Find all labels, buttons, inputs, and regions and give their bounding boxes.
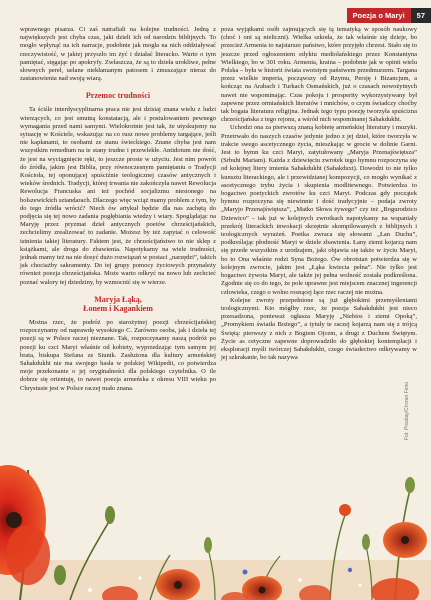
paragraph-teologia: Kolejne zwroty przepełnione są już głębokimi przemyśleniami teologicznymi. Kto mógłby rzec, że poezja Sahakdukht jest nieco przesadzona, ponieważ ogłasza Maryję „Niebios i ziemi Opoką”, „Promykiem światła Bożego”, a tytuły te raczej kojarzą nam się z trójcą Świętą: pierwszy z nich z Bogiem Ojcem, a drugi z Duchem Świętym. Życie as cetyczne zapewne doprowadziło do głębokiej kontemplacji i eksploracji myśli twórczej Sahakdukht, czego świadectwo odkrywamy w jej szkrakanie, bo tak nazywa (221, 296, 417, 362)
page-number: 57 (411, 8, 431, 23)
subheading-line-1: Maryja Łąką, (94, 294, 142, 304)
section-label: Poezja o Maryi (347, 8, 411, 23)
page-header (347, 8, 431, 23)
left-column (20, 26, 216, 393)
subheading-line-2: Łonem i Kagankiem (83, 303, 153, 313)
paragraph-podroz: Można rzec, że podróż po starożytnej poezji chrześcijańskiej rozpoczynamy od naprawdę wysokiego C. Zarówno osoba, jak i dzieła tej poezji są w Polsce raczej nieznane. Tak, rozpoczynamy naszą podróż po poezji ku czci Maryi właśnie od kobiety, wyprzedzając tym samym jej brata, biskupa Stefana ze Siunik. Zasłużona dla kultury armeńskiej Sahakdukht nie ma swojego hasła w polskiej Wikipedii, co potwierdza moje przekonanie o jej oryginalności dla polskiego czytelnika. O ile dobrze się orientuję, to nawet poezja armeńska z okresu VIII wieku po Chrystusie jest w Polsce raczej mało znana. (20, 318, 216, 392)
paragraph-sahakdukht: Uchodzi ona za pierwszą znaną kobietę armeńskiej literatury i muzyki. Przetrwało do naszych czasów jedynie jedno z jej dzieł, które tworzyła w trakcie swego ascetycznego życia, mieszkając w grocie w dolinie Garni. Jest to hymn ku czci Maryi, zatytułowany „Maryja Przenajświętsza” (Srbuhi Mariam). Każda z dziewięciu zwrotek tego hymnu rozpoczyna się od kolejnej litery imienia Sahakdukht (Sahakduxt). Dowodzi to nie tylko kunsztu literackiego, ale i przewidzianej kompozycji, co mogło wynikać z ascetycznego trybu życia i skupienia modlitewnego. Potwierdza to bogactwo poetyckich zwrotów ku czci Maryi. Podczas gdy początek hymnu rozpoczyna się niewinnie i dość tradycyjnie – podaja zwroty „Maryjo Przenajświętsza”, „Matko Słowa żywego” czy też „Bogurodzico Dziewico” – tak już w kolejnych zwrotkach napotykamy na wspaniały przekrój literackich inwokacji skrzętnie skompilowanych z biblijnych i teologicznych wyrażeń. Poetka zwraca się słowami „Łan Duchu”, podkreślając płodność Maryi w dziele zbawienia. Łany ziemi kojarzą nam się przede wszystkim z urodzajem, jaki objawia się także w życiu Maryi, bo to Ona właśnie rodzi Syna Bożego. Ów obrotstan potwierdza się w kolejnym zwrocie, jakim jest „Łąka kwiecia pełna”. Nie tylko jest bogactwo żywota Maryi, ale także jej pełna wolność została podkreślona. Zgodnie się co do tego, że pole uprawne jest miejscem znacznej ingerencji człowieka, czego o wolno rosnącej łące rzec raczej nie można. (221, 124, 417, 296)
subheading-trudnosci: Przemoc trudności (85, 91, 151, 101)
right-column (221, 26, 417, 362)
paragraph-armenia: poza wyjątkami osób zajmujących się tą tematyką w sposób naukowy (choć i oni są nieliczni). Wielka szkoda, że tak właśnie się dzieje, bo przecież Armenia to najstarsze państwo, które przyjęło chrzest. Stało się to jeszcze przed ogłoszeniem edyktu mediolańskiego przez Konstantyna Wielkiego, bo w 301 roku. Armenia, kraina – podobnie jak w opinii wielu Polska – była w historii świata swoistym państwem przedmurzem. Targana przez wielkie imperia, począwszy od Rzymu, Persję i Bizancjum, a kończąc na Arabach i Turkach Osmańskich, już o czasach nowożytnych nawet nie wspominając. Czas pokoju i prosperity wykorzystywany był zapewne przez ormiańskich literatów i mnichów, o czym świadczy choćby tak bogata literatura religijna. Jednak tego typu poezję tworzyła spuścizna chrześcijańska z tego rejonu, a wśród nich wspominanej Sahakdukht. (221, 26, 417, 124)
photo-credit: Fot. Pixabay/Chrzan Feno (404, 381, 410, 440)
subheading-maryja (20, 295, 216, 313)
paragraph-main: Ta ściśle interdyscyplinarna praca nie jest dzisiaj znana wielu z ludzi wierzących, co jest smutną konstatacją, ale i postulowaniem pewnego wymagania przed nami samymi. Wielokrotnie jest tak, że utyskujemy na sytuację w Kościele, wskazując na co rusz nowe problemy targające, jeśli nie kapłanami, to osobami ze stanu świeckiego. Znane chyba jest nam wszystkim remedium na te stany trudne i przewlekłe. Antidotum nie dość, że jest na wyciągnięcie ręki, to jeszcze proste w użyciu. Jest nim powrót do źródła, jakim jest Biblia, przy równoczesnym pamiętaniu o Tradycji Kościoła, tej oponującej spuściźnie teologicznej czasów antycznych i wieków średnich. Tradycji, której trwania nie zakończyła nawet Rewolucja Rewolucja Francuska ani też pochód socjalizmu niesionego na bolszewickich sztandarach. Dlaczego więc wciąż mamy problem z tym, by do tego źródła wrócić? Niech ów artykuł będzie dla nas zachętą do podjęcia się tej nowo zadania pogłębiania wiedzy i wiary. Spoglądając na Maryję przez pryzmat dzieł antycznych poetów chrześcijańskich, zechcielimy zrealizować to zadanie. Możesz by też zapytać o celowość istnienia takiej literatury. Faktem jest, że chrześcijaństwo to nie sklep z książkami, ale droga do zbawienia. Napotykamy na wiele trudności, jednak mamy też na nie dosyć dużo rozwiązań w postaci „narzędzi”, takich jak chociażby sakramenty. Do tej grupy pomocy życiowych przynależy również poezja chrześcijańska. Może warto odkryć na nowo lub zechcieć poznać walory tej dziedziny, by wzmocnić się w wierze. (20, 106, 216, 286)
paragraph-intro: wprawnego pisarza. Ci zaś natrafiali na kolejne trudności. Jedną z największych jest chyba czas, jaki dzieli ich od narodzin biblijnych. To mogło wpłynąć na ich narracje, podobnie jak mogła na nich oddziaływać rzeczywistość, w jakiej przyszło im żyć i działać literacko. Warto o tym pamiętać, sięgając po apokryfy. Zwłaszcza, że są to dzieła urokliwe, pełne słownych pereł, uelane niekłamanym patosem i zmuszające nieraz do zastanowienia nad swoją wiarą. (20, 26, 216, 83)
